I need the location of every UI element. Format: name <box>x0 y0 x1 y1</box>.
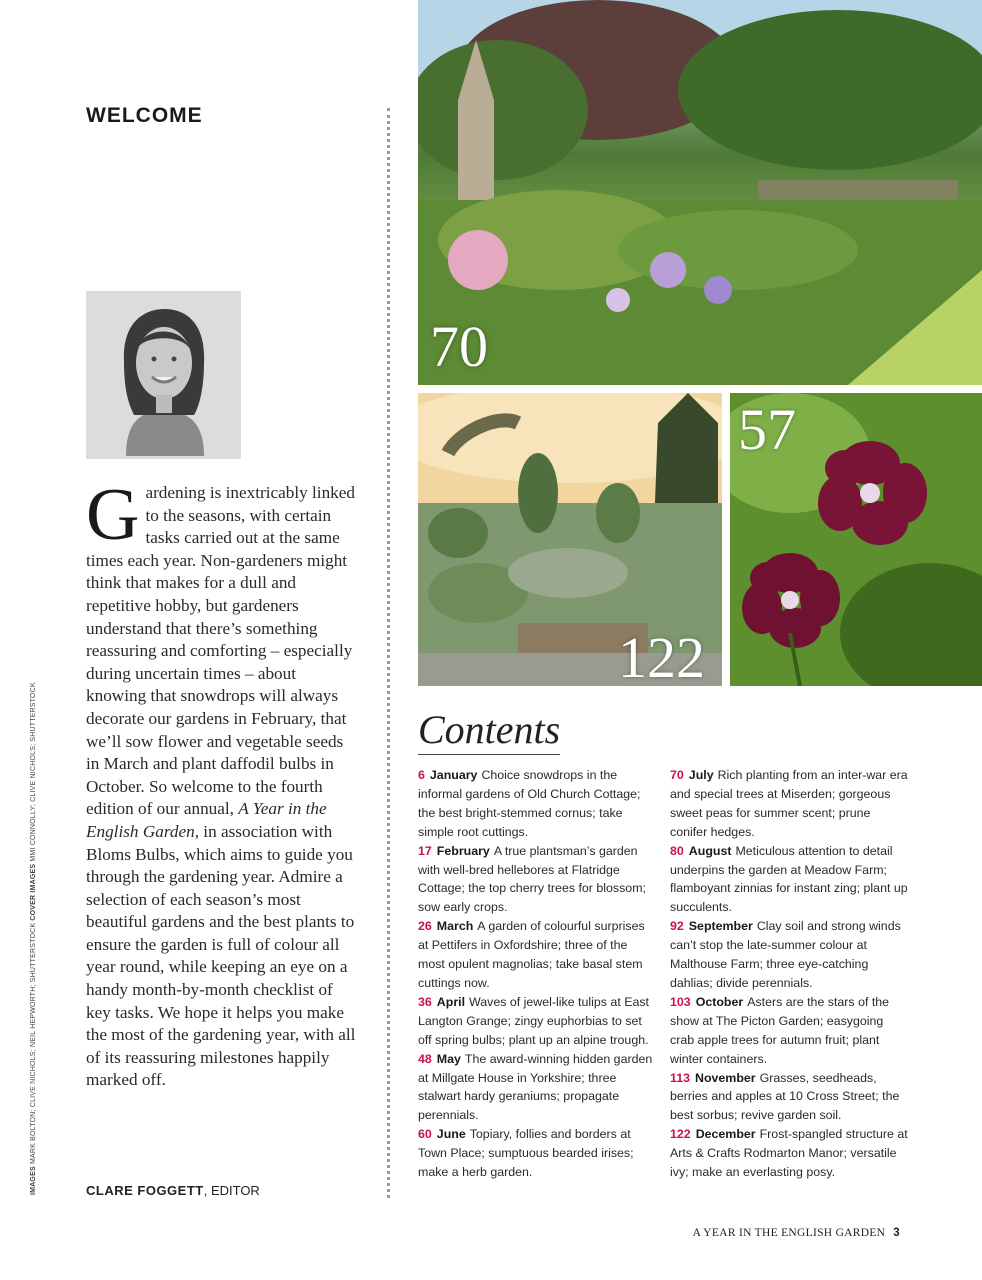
contents-month: October <box>695 994 744 1009</box>
contents-description: The award-winning hidden garden at Millgate House in Yorkshire; three stalwart hardy geraniums; propagate perennials. <box>418 1051 653 1123</box>
contents-description: Clay soil and strong winds can’t stop the late-summer colour at Malthouse Farm; three eye-catching dahlias; divide perennials. <box>670 919 901 990</box>
contents-page-number: 80 <box>670 843 684 858</box>
editor-signoff <box>86 1183 260 1198</box>
contents-month: January <box>429 768 478 782</box>
contents-left-column <box>418 766 653 1182</box>
welcome-heading: WELCOME <box>86 104 203 127</box>
editor-role: , EDITOR <box>203 1183 260 1198</box>
publication-title-italic: A Year in the English Garden <box>86 799 327 841</box>
credits-images-label: IMAGES <box>30 1166 37 1195</box>
topiary-photo <box>418 393 722 686</box>
contents-description: Topiary, follies and borders at Town Place; sumptuous bearded irises; make a herb garden. <box>418 1127 634 1180</box>
contents-description: Waves of jewel-like tulips at East Langton Grange; zingy euphorbias to set off spring bulbs; plant up an alpine trough. <box>418 994 649 1047</box>
editorial-text-start: ardening is inextricably linked to the seasons, with certain tasks carried out at the same times each year. Non-gardeners might think that makes for a dull and repetitive hobby, but gardeners understand that there’s something reassuring and comforting – especially during uncertain times – about knowing that snowdrops will always decorate our gardens in February, that we’ll sow flower and vegetable seeds in March and plant daffodil bulbs in October. So welcome to the fourth edition of our annual, <box>86 483 355 819</box>
drop-cap: G <box>86 474 140 556</box>
contents-month: February <box>436 843 490 858</box>
editor-portrait-illustration <box>86 291 241 459</box>
contents-entry <box>418 766 653 842</box>
contents-entry <box>670 1125 910 1182</box>
contents-month: April <box>436 994 466 1009</box>
contents-description: A true plantsman’s garden with well-bred hellebores at Flatridge Cottage; the top cherry trees for blossom; sow early crops. <box>418 843 646 915</box>
contents-entry <box>418 993 653 1050</box>
contents-page-number: 70 <box>670 768 684 782</box>
contents-entry <box>670 766 910 842</box>
contents-page-number: 122 <box>670 1127 691 1142</box>
editor-portrait <box>86 291 241 459</box>
garden-border-illustration <box>418 0 982 385</box>
contents-page-number: 17 <box>418 843 432 858</box>
footer-publication: A YEAR IN THE ENGLISH GARDEN <box>692 1227 886 1239</box>
contents-month: May <box>436 1051 461 1066</box>
contents-description: Rich planting from an inter-war era and special trees at Miserden; gorgeous sweet peas for summer scent; prune conifer hedges. <box>670 768 908 839</box>
photo-page-number-57: 57 <box>738 397 796 462</box>
credits-cover-label: COVER IMAGES <box>30 863 37 921</box>
page-footer <box>693 1227 900 1239</box>
editorial-text-end: , in association with Bloms Bulbs, which aims to guide you through the gardening year. Admire a selection of each season’s most beautiful gardens and the best plants to ensure the garden is full of colour all year round, while keeping an eye on a handy month-by-month checklist of key tasks. We hope it helps you make the most of the gardening year, with all of its reassuring milestones happily marked off. <box>86 821 356 1090</box>
contents-page-number: 60 <box>418 1127 432 1142</box>
contents-page-number: 113 <box>670 1070 690 1085</box>
contents-month: June <box>436 1127 466 1142</box>
credits-cover-text: MMI CONNOLLY; CLIVE NICHOLS; SHUTTERSTOCK <box>30 682 37 864</box>
contents-month: July <box>688 768 714 782</box>
contents-month: November <box>695 1070 756 1085</box>
contents-entry <box>670 993 910 1069</box>
contents-page-number: 26 <box>418 919 432 934</box>
contents-page-number: 48 <box>418 1051 432 1066</box>
page-number: 3 <box>893 1227 900 1239</box>
contents-description: A garden of colourful surprises at Pettifers in Oxfordshire; three of the most opulent magnolias; take basal stem cuttings now. <box>418 919 645 990</box>
contents-page-number: 103 <box>670 994 691 1009</box>
garden-border-photo <box>418 0 982 385</box>
contents-entry <box>670 917 910 993</box>
contents-description: Grasses, seedheads, berries and apples at 10 Cross Street; the best sorbus; revive garden soil. <box>670 1070 900 1123</box>
contents-right-column <box>670 766 910 1182</box>
editorial-body <box>86 474 356 1092</box>
contents-entry <box>418 917 653 993</box>
editor-name: CLARE FOGGETT <box>86 1183 204 1198</box>
image-credits <box>30 682 37 1195</box>
contents-description: Choice snowdrops in the informal gardens of Old Church Cottage; the best bright-stemmed cornus; take simple root cuttings. <box>418 768 641 839</box>
dotted-divider <box>387 108 390 1198</box>
contents-description: Meticulous attention to detail underpins the garden at Meadow Farm; flamboyant zinnias for instant zing; plant up succulents. <box>670 843 908 915</box>
credits-images-text: MARK BOLTON; CLIVE NICHOLS; NEIL HEPWORTH; SHUTTERSTOCK <box>30 920 37 1167</box>
contents-page-number: 36 <box>418 994 432 1009</box>
contents-month: March <box>436 919 474 934</box>
contents-entry <box>670 842 910 918</box>
contents-entry <box>670 1069 910 1126</box>
photo-page-number-122: 122 <box>618 625 705 686</box>
contents-entry <box>418 1050 653 1126</box>
contents-title: Contents <box>418 708 560 755</box>
contents-entry <box>418 1125 653 1182</box>
contents-page-number: 92 <box>670 919 684 934</box>
photo-page-number-70: 70 <box>430 314 488 379</box>
contents-entry <box>418 842 653 918</box>
contents-description: Asters are the stars of the show at The Picton Garden; easygoing crab apple trees for autumn fruit; plant winter containers. <box>670 994 890 1066</box>
contents-month: December <box>695 1127 756 1142</box>
contents-description: Frost-spangled structure at Arts & Crafts Rodmarton Manor; versatile ivy; make an everlasting posy. <box>670 1127 908 1180</box>
geranium-photo <box>730 393 982 686</box>
contents-month: September <box>688 919 753 934</box>
contents-page-number: 6 <box>418 768 425 782</box>
contents-month: August <box>688 843 732 858</box>
